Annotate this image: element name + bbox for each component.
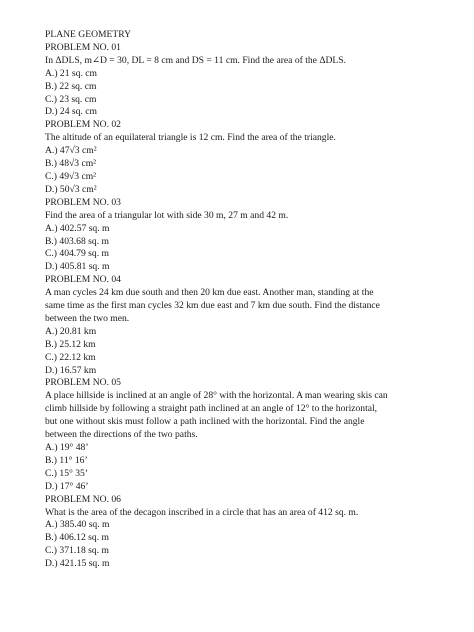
choice-a: A.) 19° 48’	[45, 442, 89, 453]
choice-d: D.) 405.81 sq. m	[45, 261, 110, 273]
choice-b: B.) 403.68 sq. m	[45, 235, 109, 247]
problem-heading: PROBLEM NO. 02	[45, 119, 121, 131]
problem-question-line: between the directions of the two paths.	[45, 429, 198, 441]
problem-question-line: between the two men.	[45, 312, 130, 324]
choice-d: D.) 421.15 sq. m	[45, 558, 110, 570]
choice-a: A.) 402.57 sq. m	[45, 222, 110, 234]
problem-heading: PROBLEM NO. 04	[45, 274, 121, 286]
problem-05	[45, 377, 431, 493]
problem-question-line: Find the area of a triangular lot with side 30 m, 27 m and 42 m.	[45, 209, 289, 221]
choice-c: C.) 22.12 km	[45, 351, 96, 363]
document-title: PLANE GEOMETRY	[45, 29, 132, 40]
choice-b: B.) 22 sq. cm	[45, 80, 97, 92]
choice-b: B.) 48√3 cm²	[45, 158, 97, 170]
choice-c: C.) 15° 35’	[45, 467, 89, 479]
problem-03	[45, 197, 431, 274]
problem-question-line: The altitude of an equilateral triangle is 12 cm. Find the area of the triangle.	[45, 132, 336, 144]
choice-b: B.) 406.12 sq. m	[45, 532, 109, 544]
problem-question-line: A man cycles 24 km due south and then 20 km due east. Another man, standing at the	[45, 287, 374, 299]
choice-d: D.) 50√3 cm²	[45, 183, 97, 195]
choice-c: C.) 404.79 sq. m	[45, 248, 109, 260]
problem-04	[45, 274, 431, 377]
choice-c: C.) 49√3 cm²	[45, 170, 97, 182]
choice-a: A.) 385.40 sq. m	[45, 519, 110, 531]
choice-b: B.) 11° 16’	[45, 454, 88, 466]
problem-heading: PROBLEM NO. 06	[45, 493, 121, 505]
choice-b: B.) 25.12 km	[45, 338, 96, 350]
problem-01	[45, 42, 431, 119]
choice-c: C.) 371.18 sq. m	[45, 545, 109, 557]
problem-question-line: What is the area of the decagon inscribed in a circle that has an area of 412 sq. m.	[45, 506, 359, 518]
choice-d: D.) 16.57 km	[45, 364, 97, 376]
choice-d: D.) 17° 46’	[45, 480, 89, 492]
document-content	[45, 29, 431, 571]
problem-heading: PROBLEM NO. 05	[45, 377, 121, 389]
problem-question-line: but one without skis must follow a path inclined with the horizontal. Find the angle	[45, 416, 365, 428]
problem-heading: PROBLEM NO. 03	[45, 196, 121, 208]
choice-c: C.) 23 sq. cm	[45, 93, 97, 105]
problem-question-line: In ΔDLS, m∠D = 30, DL = 8 cm and DS = 11 cm. Find the area of the ΔDLS.	[45, 54, 347, 66]
problem-question-line: A place hillside is inclined at an angle of 28° with the horizontal. A man wearing skis can	[45, 390, 388, 402]
problem-heading: PROBLEM NO. 01	[45, 41, 121, 53]
problem-06	[45, 494, 431, 571]
problem-02	[45, 119, 431, 196]
problem-question-line: same time as the first man cycles 32 km due east and 7 km due south. Find the distance	[45, 300, 380, 312]
choice-a: A.) 20.81 km	[45, 325, 97, 337]
choice-a: A.) 47√3 cm²	[45, 145, 97, 157]
choice-d: D.) 24 sq. cm	[45, 106, 97, 118]
choice-a: A.) 21 sq. cm	[45, 67, 97, 79]
problem-question-line: climb hillside by following a straight path inclined at an angle of 12° to the horizontal,	[45, 403, 378, 415]
